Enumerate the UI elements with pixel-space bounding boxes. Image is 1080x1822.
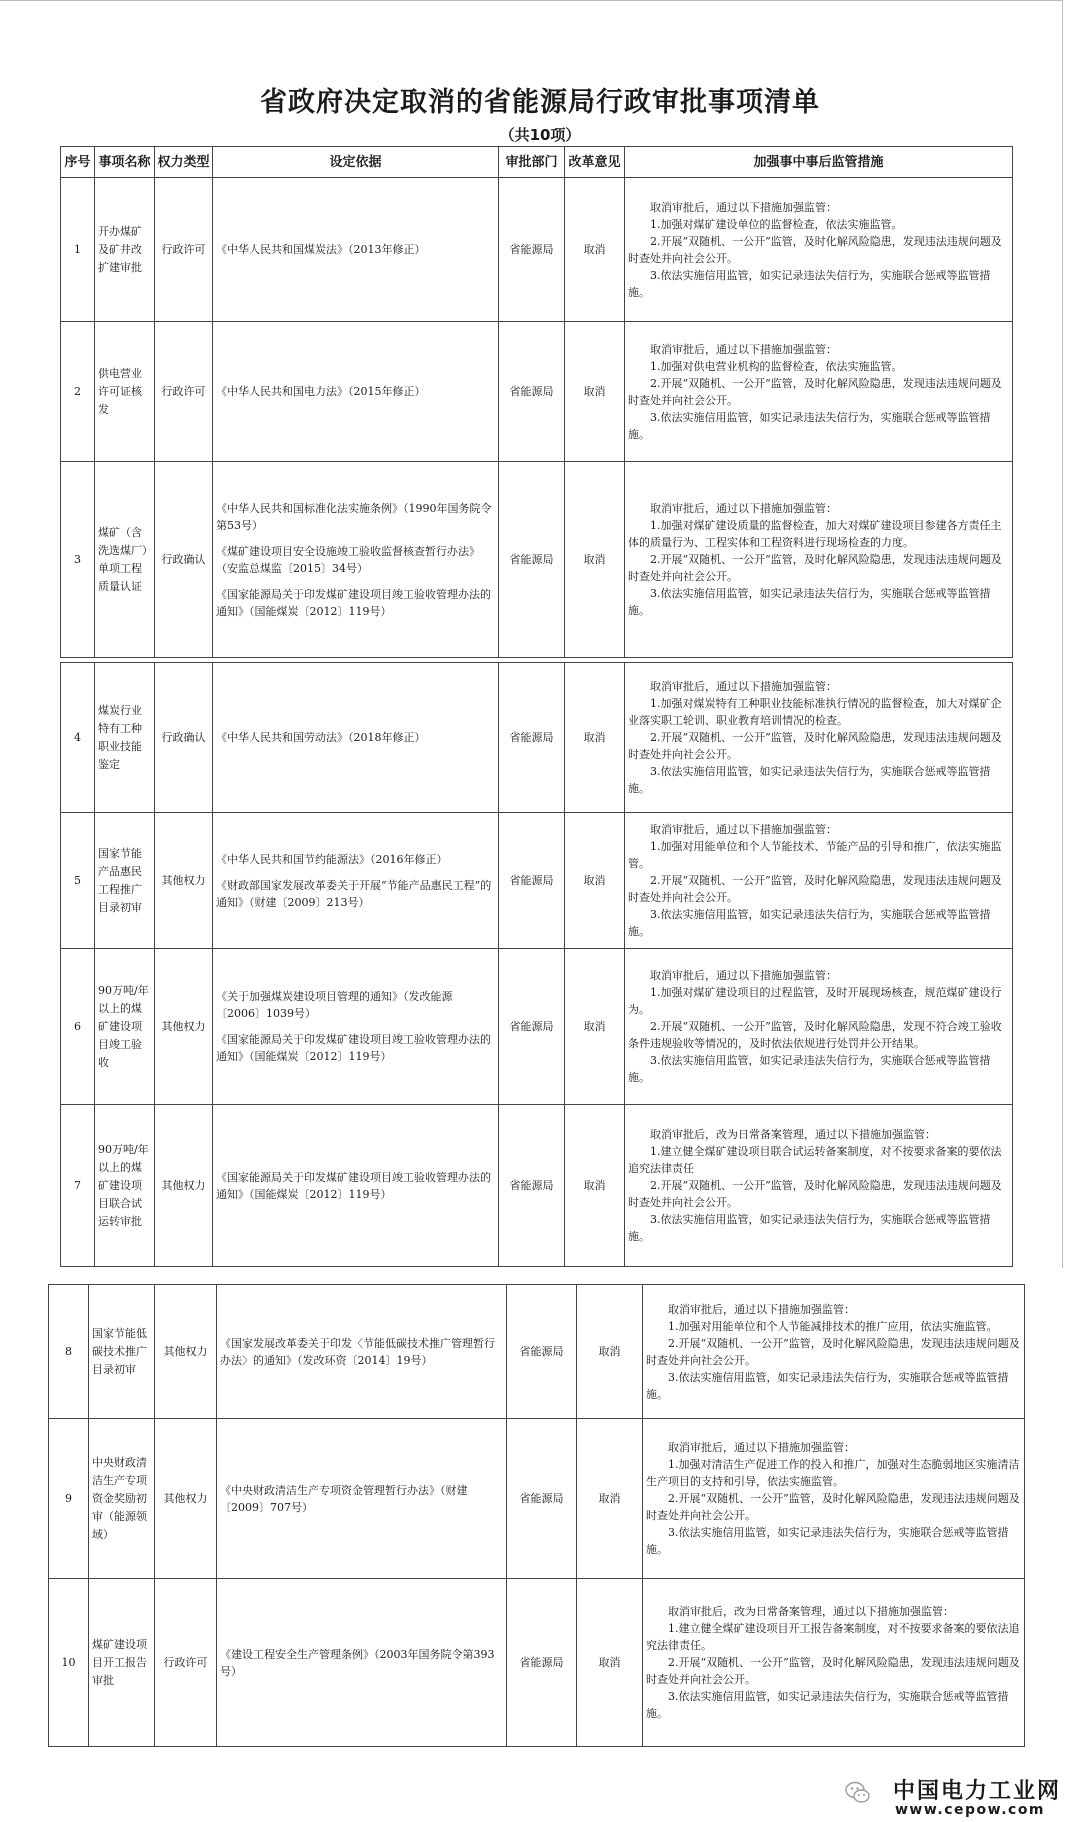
approval-dept: 省能源局 (499, 462, 565, 658)
reform-opinion: 取消 (565, 322, 625, 462)
section-gap (0, 1268, 1080, 1278)
watermark-logo (835, 1772, 1075, 1820)
row-number: 8 (49, 1285, 89, 1419)
approval-dept: 省能源局 (507, 1285, 577, 1419)
approval-dept: 省能源局 (499, 663, 565, 813)
approval-table-part-2 (60, 662, 1013, 1267)
supervision-measures: 取消审批后，通过以下措施加强监管： 1.加强对供电营业机构的监督检查，依法实施监管。 2.开展“双随机、一公开”监管，及时化解风险隐患，发现违法违规问题及时查处并向社会公开。 3.依法实施信用监管，如实记录违法失信行为，实施联合惩戒等监管措施。 (625, 322, 1013, 462)
approval-dept: 省能源局 (499, 949, 565, 1105)
reform-opinion: 取消 (565, 178, 625, 322)
supervision-measures: 取消审批后，通过以下措施加强监管： 1.加强对煤矿建设项目的过程监管，及时开展现场核查，规范煤矿建设行为。 2.开展“双随机、一公开”监管，及时化解风险隐患，发现不符合竣工验收条件违规验收等情况的，及时依法依规进行处罚并公开结果。 3.依法实施信用监管，如实记录违法失信行为，实施联合惩戒等监管措施。 (625, 949, 1013, 1105)
header-no: 序号 (61, 147, 95, 178)
power-type: 行政许可 (155, 322, 213, 462)
power-type: 其他权力 (155, 1105, 213, 1267)
approval-dept: 省能源局 (499, 178, 565, 322)
page-subtitle: （共10项） (499, 126, 581, 144)
table-row (49, 1419, 1025, 1579)
reform-opinion: 取消 (577, 1285, 643, 1419)
supervision-measures: 取消审批后，通过以下措施加强监管： 1.加强对煤炭特有工种职业技能标准执行情况的监督检查，加大对煤矿企业落实职工轮训、职业教育培训情况的检查。 2.开展“双随机、一公开”监管，及时化解风险隐患，发现违法违规问题及时查处并向社会公开。 3.依法实施信用监管，如实记录违法失信行为，实施联合惩戒等监管措施。 (625, 663, 1013, 813)
power-type: 其他权力 (155, 1419, 217, 1579)
legal-basis: 《国家能源局关于印发煤矿建设项目竣工验收管理办法的通知》（国能煤炭〔2012〕119号） (213, 1105, 499, 1267)
approval-dept: 省能源局 (507, 1579, 577, 1747)
row-number: 6 (61, 949, 95, 1105)
legal-basis: 《中华人民共和国节约能源法》（2016年修正） 《财政部国家发展改革委关于开展“节能产品惠民工程”的通知》（财建〔2009〕213号） (213, 813, 499, 949)
reform-opinion: 取消 (577, 1579, 643, 1747)
reform-opinion: 取消 (565, 462, 625, 658)
row-number: 2 (61, 322, 95, 462)
power-type: 行政确认 (155, 462, 213, 658)
power-type: 行政许可 (155, 178, 213, 322)
item-name: 90万吨/年以上的煤矿建设项目联合试运转审批 (95, 1105, 155, 1267)
power-type: 行政许可 (155, 1579, 217, 1747)
table-row (61, 1105, 1013, 1267)
supervision-measures: 取消审批后，通过以下措施加强监管： 1.加强对煤矿建设单位的监督检查，依法实施监管。 2.开展“双随机、一公开”监管，及时化解风险隐患，发现违法违规问题及时查处并向社会公开。 3.依法实施信用监管，如实记录违法失信行为，实施联合惩戒等监管措施。 (625, 178, 1013, 322)
supervision-measures: 取消审批后，通过以下措施加强监管： 1.加强对清洁生产促进工作的投入和推广，加强对生态脆弱地区实施清洁生产项目的支持和引导，依法实施监管。 2.开展“双随机、一公开”监管，及时化解风险隐患，发现违法违规问题及时查处并向社会公开。 3.依法实施信用监管，如实记录违法失信行为，实施联合惩戒等监管措施。 (643, 1419, 1025, 1579)
table-row (49, 1285, 1025, 1419)
table-row (61, 813, 1013, 949)
row-number: 5 (61, 813, 95, 949)
power-type: 其他权力 (155, 813, 213, 949)
row-number: 9 (49, 1419, 89, 1579)
supervision-measures: 取消审批后，通过以下措施加强监管： 1.加强对用能单位和个人节能减排技术的推广应用，依法实施监管。 2.开展“双随机、一公开”监管，及时化解风险隐患，发现违法违规问题及时查处并向社会公开。 3.依法实施信用监管，如实记录违法失信行为，实施联合惩戒等监管措施。 (643, 1285, 1025, 1419)
header-type: 权力类型 (155, 147, 213, 178)
reform-opinion: 取消 (565, 663, 625, 813)
item-name: 90万吨/年以上的煤矿建设项目竣工验收 (95, 949, 155, 1105)
row-number: 4 (61, 663, 95, 813)
row-number: 3 (61, 462, 95, 658)
item-name: 开办煤矿及矿井改扩建审批 (95, 178, 155, 322)
power-type: 行政确认 (155, 663, 213, 813)
watermark-name: 中国电力工业网 (893, 1779, 1062, 1804)
item-name: 煤矿（含洗选煤厂）单项工程质量认证 (95, 462, 155, 658)
reform-opinion: 取消 (577, 1419, 643, 1579)
legal-basis: 《中央财政清洁生产专项资金管理暂行办法》（财建〔2009〕707号） (217, 1419, 507, 1579)
table-row (61, 663, 1013, 813)
item-name: 煤矿建设项目开工报告审批 (89, 1579, 155, 1747)
table-header-row (61, 147, 1013, 178)
row-number: 10 (49, 1579, 89, 1747)
approval-table-part-3 (48, 1284, 1025, 1747)
supervision-measures: 取消审批后，通过以下措施加强监管： 1.加强对用能单位和个人节能技术、节能产品的引导和推广，依法实施监管。 2.开展“双随机、一公开”监管，及时化解风险隐患，发现违法违规问题及时查处并向社会公开。 3.依法实施信用监管，如实记录违法失信行为，实施联合惩戒等监管措施。 (625, 813, 1013, 949)
supervision-measures: 取消审批后，改为日常备案管理，通过以下措施加强监管： 1.建立健全煤矿建设项目联合试运转备案制度，对不按要求备案的要依法追究法律责任 2.开展“双随机、一公开”监管，及时化解风险隐患，发现违法违规问题及时查处并向社会公开。 3.依法实施信用监管，如实记录违法失信行为，实施联合惩戒等监管措施。 (625, 1105, 1013, 1267)
row-number: 7 (61, 1105, 95, 1267)
header-measures: 加强事中事后监管措施 (625, 147, 1013, 178)
table-row (61, 462, 1013, 658)
table-row (49, 1579, 1025, 1747)
item-name: 中央财政清洁生产专项资金奖励初审（能源领域） (89, 1419, 155, 1579)
table-row (61, 178, 1013, 322)
legal-basis: 《国家发展改革委关于印发〈节能低碳技术推广管理暂行办法〉的通知》（发改环资〔2014〕19号） (217, 1285, 507, 1419)
reform-opinion: 取消 (565, 1105, 625, 1267)
item-name: 供电营业许可证核发 (95, 322, 155, 462)
approval-dept: 省能源局 (499, 1105, 565, 1267)
approval-dept: 省能源局 (499, 813, 565, 949)
header-dept: 审批部门 (499, 147, 565, 178)
approval-dept: 省能源局 (507, 1419, 577, 1579)
legal-basis: 《中华人民共和国煤炭法》（2013年修正） (213, 178, 499, 322)
item-name: 国家节能产品惠民工程推广目录初审 (95, 813, 155, 949)
page-title: 省政府决定取消的省能源局行政审批事项清单 (260, 87, 820, 118)
watermark-url: www.cepow.com (895, 1802, 1046, 1818)
row-number: 1 (61, 178, 95, 322)
power-type: 其他权力 (155, 949, 213, 1105)
item-name: 国家节能低碳技术推广目录初审 (89, 1285, 155, 1419)
legal-basis: 《中华人民共和国劳动法》（2018年修正） (213, 663, 499, 813)
approval-table-part-1 (60, 146, 1013, 658)
legal-basis: 《关于加强煤炭建设项目管理的通知》（发改能源〔2006〕1039号） 《国家能源局关于印发煤矿建设项目竣工验收管理办法的通知》（国能煤炭〔2012〕119号） (213, 949, 499, 1105)
supervision-measures: 取消审批后，通过以下措施加强监管： 1.加强对煤矿建设质量的监督检查，加大对煤矿建设项目参建各方责任主体的质量行为、工程实体和工程资料进行现场检查的力度。 2.开展“双随机、一公开”监管，及时化解风险隐患，发现违法违规问题及时查处并向社会公开。 3.依法实施信用监管，如实记录违法失信行为，实施联合惩戒等监管措施。 (625, 462, 1013, 658)
wechat-icon (845, 1780, 871, 1806)
approval-dept: 省能源局 (499, 322, 565, 462)
item-name: 煤炭行业特有工种职业技能鉴定 (95, 663, 155, 813)
power-type: 其他权力 (155, 1285, 217, 1419)
header-name: 事项名称 (95, 147, 155, 178)
table-row (61, 949, 1013, 1105)
reform-opinion: 取消 (565, 949, 625, 1105)
header-basis: 设定依据 (213, 147, 499, 178)
supervision-measures: 取消审批后，改为日常备案管理，通过以下措施加强监管： 1.建立健全煤矿建设项目开工报告备案制度，对不按要求备案的要依法追究法律责任。 2.开展“双随机、一公开”监管，及时化解风险隐患，发现违法违规问题及时查处并向社会公开。 3.依法实施信用监管，如实记录违法失信行为，实施联合惩戒等监管措施。 (643, 1579, 1025, 1747)
legal-basis: 《建设工程安全生产管理条例》（2003年国务院令第393号） (217, 1579, 507, 1747)
table-row (61, 322, 1013, 462)
header-opinion: 改革意见 (565, 147, 625, 178)
reform-opinion: 取消 (565, 813, 625, 949)
legal-basis: 《中华人民共和国电力法》（2015年修正） (213, 322, 499, 462)
legal-basis: 《中华人民共和国标准化法实施条例》（1990年国务院令第53号） 《煤矿建设项目安全设施竣工验收监督核查暂行办法》（安监总煤监〔2015〕34号） 《国家能源局关于印发煤矿建设项目竣工验收管理办法的通知》（国能煤炭〔2012〕119号） (213, 462, 499, 658)
